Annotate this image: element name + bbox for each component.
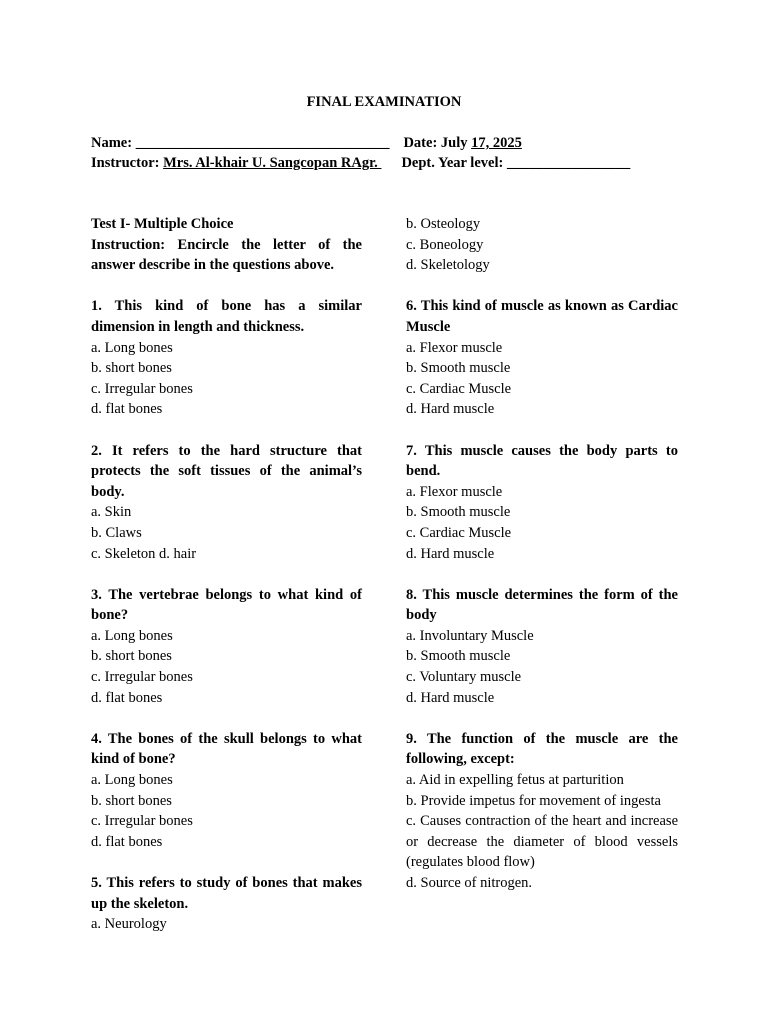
option-b[interactable]: b. short bones — [91, 792, 172, 809]
question-text: 8. This muscle determines the form of the body — [406, 586, 678, 624]
right-column — [406, 214, 678, 894]
instructor-value: Mrs. Al-khair U. Sangcopan RAgr. — [163, 155, 382, 171]
question-6 — [406, 296, 678, 420]
option-c[interactable]: c. Voluntary muscle — [406, 669, 522, 686]
option-d[interactable]: d. flat bones — [91, 689, 163, 706]
question-text: 7. This muscle causes the body parts to bend. — [406, 442, 678, 480]
option-a[interactable]: a. Long bones — [91, 339, 173, 356]
question-9 — [406, 729, 678, 894]
name-blank: ___________________________________ — [135, 135, 390, 151]
question-1 — [91, 296, 362, 420]
question-3 — [91, 585, 362, 709]
name-label: Name: — [91, 135, 136, 151]
option-c[interactable]: c. Irregular bones — [91, 380, 193, 397]
question-text: 1. This kind of bone has a similar dimension in length and thickness. — [91, 298, 362, 335]
option-b[interactable]: b. Smooth muscle — [406, 648, 511, 665]
option-a[interactable]: a. Aid in expelling fetus at parturition — [406, 772, 624, 789]
test-instruction: Instruction: Encircle the letter of the answer describe in the questions above. — [91, 236, 362, 274]
date-label: Date: July — [403, 135, 472, 151]
option-a[interactable]: a. Long bones — [91, 772, 173, 789]
option-c[interactable]: c. Cardiac Muscle — [406, 524, 512, 541]
question-text: 3. The vertebrae belongs to what kind of bone? — [91, 586, 362, 624]
question-4 — [91, 729, 362, 853]
option-d[interactable]: d. Hard muscle — [406, 689, 495, 706]
question-text: 4. The bones of the skull belongs to what kind of bone? — [91, 730, 362, 768]
option-a[interactable]: a. Neurology — [91, 916, 167, 933]
date-value: 17, 2025 — [471, 135, 522, 151]
option-d[interactable]: d. Hard muscle — [406, 401, 495, 418]
question-7 — [406, 441, 678, 565]
option-d[interactable]: d. flat bones — [91, 833, 163, 850]
option-d[interactable]: d. Hard muscle — [406, 545, 495, 562]
option-b[interactable]: b. Provide impetus for movement of ingesta — [406, 792, 661, 809]
option-c[interactable]: c. Causes contraction of the heart and increase or decrease the diameter of blood vessels (regulates blood flow) — [406, 813, 678, 871]
option-d[interactable]: d. Skeletology — [406, 257, 490, 274]
question-text: 9. The function of the muscle are the following, except: — [406, 730, 678, 768]
option-b[interactable]: b. Smooth muscle — [406, 504, 511, 521]
question-5-continued — [406, 214, 678, 276]
question-2 — [91, 441, 362, 565]
left-column — [91, 214, 362, 935]
option-a[interactable]: a. Long bones — [91, 627, 173, 644]
dept-label: Dept. Year level: — [401, 155, 507, 171]
dept-blank: _________________ — [506, 155, 631, 171]
question-5 — [91, 873, 362, 935]
option-c[interactable]: c. Irregular bones — [91, 813, 193, 830]
instructor-label: Instructor: — [91, 155, 164, 171]
question-8 — [406, 585, 678, 709]
question-text: 2. It refers to the hard structure that protects the soft tissues of the animal’s body. — [91, 442, 362, 500]
option-d[interactable]: d. Source of nitrogen. — [406, 875, 533, 891]
option-b[interactable]: b. Osteology — [406, 216, 481, 232]
option-d[interactable]: d. flat bones — [91, 401, 163, 418]
question-text: 6. This kind of muscle as known as Cardiac Muscle — [406, 298, 678, 335]
test-heading: Test I- Multiple Choice — [91, 216, 234, 232]
option-b[interactable]: b. Smooth muscle — [406, 360, 511, 377]
option-a[interactable]: a. Skin — [91, 504, 132, 521]
option-a[interactable]: a. Flexor muscle — [406, 339, 503, 356]
option-b[interactable]: b. Claws — [91, 524, 142, 541]
option-c[interactable]: c. Boneology — [406, 236, 484, 253]
option-b[interactable]: b. short bones — [91, 648, 172, 665]
option-c-d[interactable]: c. Skeleton d. hair — [91, 545, 197, 562]
question-text: 5. This refers to study of bones that makes up the skeleton. — [91, 875, 362, 912]
exam-title: FINAL EXAMINATION — [306, 94, 462, 110]
header-row-name-date — [91, 133, 522, 153]
option-a[interactable]: a. Flexor muscle — [406, 483, 503, 500]
header-row-instructor-dept — [91, 153, 630, 173]
option-b[interactable]: b. short bones — [91, 360, 172, 377]
option-a[interactable]: a. Involuntary Muscle — [406, 627, 534, 644]
option-c[interactable]: c. Cardiac Muscle — [406, 380, 512, 397]
option-c[interactable]: c. Irregular bones — [91, 669, 193, 686]
